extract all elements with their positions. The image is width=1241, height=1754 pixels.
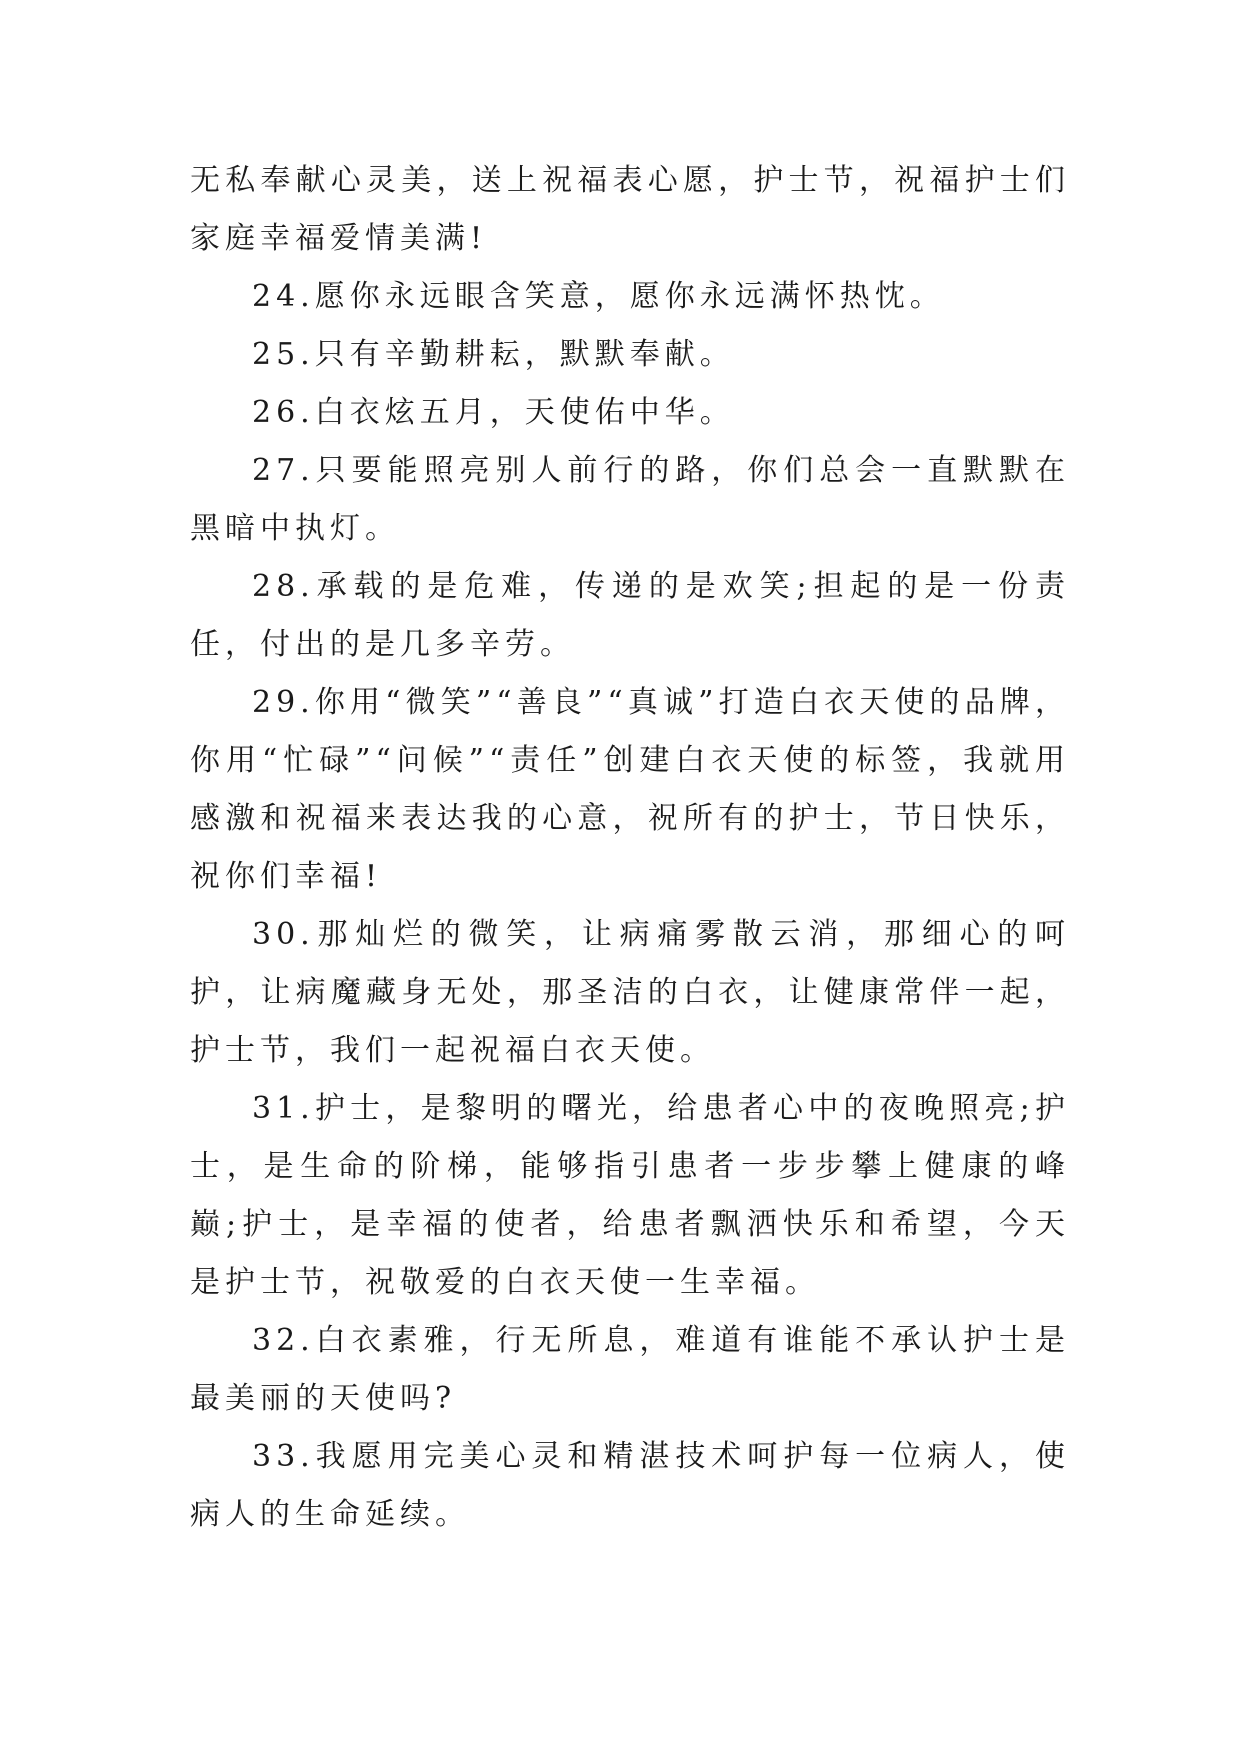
paragraph-31: 31.护士，是黎明的曙光，给患者心中的夜晚照亮;护士，是生命的阶梯，能够指引患者一步步攀上健康的峰巅;护士，是幸福的使者，给患者飘洒快乐和希望，今天是护士节，祝敬爱的白衣天使一生幸福。 <box>190 1091 1070 1300</box>
paragraph-33: 33.我愿用完美心灵和精湛技术呵护每一位病人，使病人的生命延续。 <box>190 1439 1070 1532</box>
paragraph-32: 32.白衣素雅，行无所息，难道有谁能不承认护士是最美丽的天使吗? <box>190 1323 1070 1416</box>
document-body <box>190 152 1070 1544</box>
paragraph-27: 27.只要能照亮别人前行的路，你们总会一直默默在黑暗中执灯。 <box>190 453 1070 546</box>
paragraph-24: 24.愿你永远眼含笑意，愿你永远满怀热忱。 <box>252 279 945 314</box>
paragraph-29: 29.你用“微笑”“善良”“真诚”打造白衣天使的品牌，你用“忙碌”“问候”“责任”创建白衣天使的标签，我就用感激和祝福来表达我的心意，祝所有的护士，节日快乐，祝你们幸福! <box>190 685 1070 894</box>
paragraph-26: 26.白衣炫五月，天使佑中华。 <box>252 395 735 430</box>
paragraph-continued: 无私奉献心灵美，送上祝福表心愿，护士节，祝福护士们家庭幸福爱情美满! <box>190 163 1070 256</box>
paragraph-25: 25.只有辛勤耕耘，默默奉献。 <box>252 337 735 372</box>
paragraph-28: 28.承载的是危难，传递的是欢笑;担起的是一份责任，付出的是几多辛劳。 <box>190 569 1070 662</box>
paragraph-30: 30.那灿烂的微笑，让病痛雾散云消，那细心的呵护，让病魔藏身无处，那圣洁的白衣，让健康常伴一起，护士节，我们一起祝福白衣天使。 <box>190 917 1070 1068</box>
